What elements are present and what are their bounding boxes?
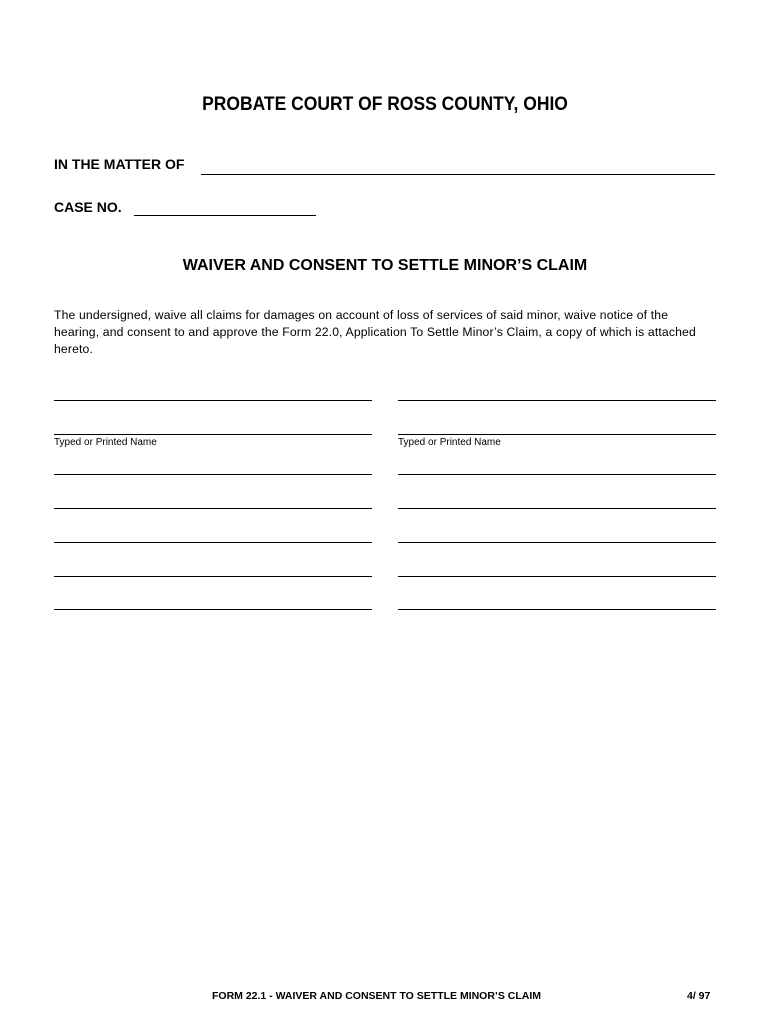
form-title: WAIVER AND CONSENT TO SETTLE MINOR’S CLAIM (182, 257, 588, 274)
address-line-left[interactable] (54, 508, 372, 509)
printed-name-label-right: Typed or Printed Name (398, 437, 501, 448)
address-line-right[interactable] (398, 609, 716, 610)
court-title: PROBATE COURT OF ROSS COUNTY, OHIO (202, 94, 568, 115)
address-line-left[interactable] (54, 609, 372, 610)
address-line-left[interactable] (54, 576, 372, 577)
matter-blank-line[interactable] (201, 174, 715, 175)
address-line-left[interactable] (54, 474, 372, 475)
address-line-left[interactable] (54, 542, 372, 543)
printed-name-label-left: Typed or Printed Name (54, 437, 157, 448)
signature-line-right[interactable] (398, 400, 716, 401)
footer-form-id: FORM 22.1 - WAIVER AND CONSENT TO SETTLE MINOR’S CLAIM (212, 990, 542, 1002)
address-line-right[interactable] (398, 508, 716, 509)
matter-label: IN THE MATTER OF (54, 156, 185, 172)
address-line-right[interactable] (398, 542, 716, 543)
footer-revision-date: 4/ 97 (687, 990, 711, 1002)
printed-name-line-left[interactable] (54, 434, 372, 435)
address-line-right[interactable] (398, 576, 716, 577)
address-line-right[interactable] (398, 474, 716, 475)
case-number-label: CASE NO. (54, 199, 122, 215)
waiver-body-text: The undersigned, waive all claims for damages on account of loss of services of said minor, waive notice of the hearing, and consent to and approve the Form 22.0, Application To Settle Minor’s Claim, a copy of which is attached hereto. (54, 308, 696, 356)
printed-name-line-right[interactable] (398, 434, 716, 435)
case-number-blank-line[interactable] (134, 215, 316, 216)
signature-line-left[interactable] (54, 400, 372, 401)
